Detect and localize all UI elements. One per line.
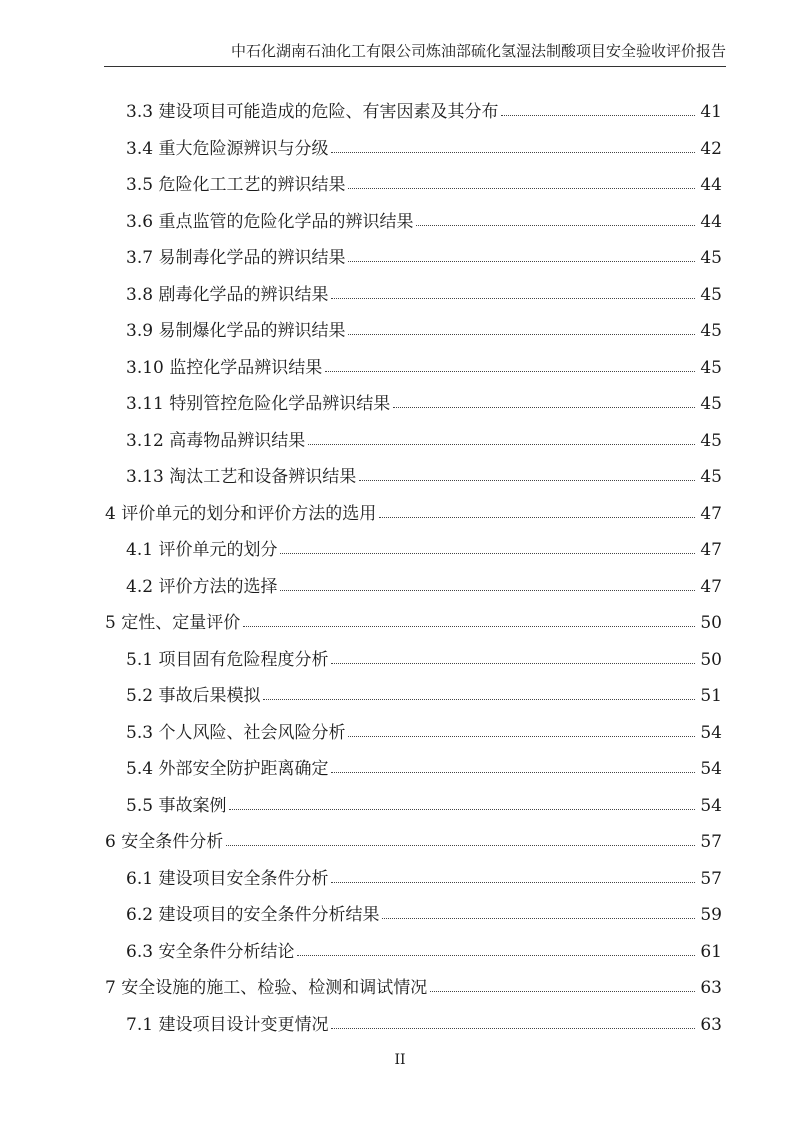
toc-entry-label: 3.5 危险化工工艺的辨识结果 (126, 175, 346, 195)
toc-entry[interactable] (126, 895, 722, 925)
toc-entry[interactable] (126, 202, 722, 232)
toc-entry[interactable] (126, 311, 722, 341)
toc-dot-leader (382, 917, 695, 919)
toc-dot-leader (359, 479, 695, 481)
toc-entry[interactable] (126, 275, 722, 305)
toc-entry-label: 3.9 易制爆化学品的辨识结果 (126, 321, 346, 341)
toc-entry-label: 5.1 项目固有危险程度分析 (126, 649, 329, 670)
toc-entry-label: 6 安全条件分析 (105, 832, 224, 852)
toc-entry-label: 7.1 建设项目设计变更情况 (126, 1014, 329, 1035)
toc-dot-leader (331, 297, 695, 299)
toc-dot-leader (331, 771, 695, 773)
toc-dot-leader (263, 698, 695, 700)
toc-entry-label: 5.3 个人风险、社会风险分析 (126, 722, 346, 743)
toc-entry[interactable] (126, 348, 722, 378)
toc-dot-leader (348, 187, 695, 189)
toc-entry-label: 3.10 监控化学品辨识结果 (126, 357, 323, 378)
toc-entry-page: 47 (700, 540, 722, 560)
toc-entry[interactable] (126, 92, 722, 122)
toc-entry-label: 6.1 建设项目安全条件分析 (126, 868, 329, 889)
toc-entry-page: 44 (700, 175, 722, 195)
toc-entry[interactable] (126, 676, 722, 706)
toc-dot-leader (348, 333, 695, 335)
toc-entry-label: 5.2 事故后果模拟 (126, 686, 261, 706)
toc-entry-label: 3.11 特别管控危险化学品辨识结果 (126, 394, 391, 414)
toc-entry-label: 3.13 淘汰工艺和设备辨识结果 (126, 467, 357, 487)
toc-dot-leader (331, 1027, 695, 1029)
toc-entry-page: 61 (700, 941, 722, 962)
toc-entry-label: 5 定性、定量评价 (105, 613, 241, 633)
toc-dot-leader (348, 260, 695, 262)
toc-entry[interactable] (126, 238, 722, 268)
page-footer (0, 1052, 800, 1068)
toc-entry-label: 5.4 外部安全防护距离确定 (126, 759, 329, 779)
toc-entry-page: 47 (700, 576, 722, 597)
toc-entry-page: 45 (700, 430, 722, 451)
toc-entry-label: 6.3 安全条件分析结论 (126, 941, 295, 962)
toc-dot-leader (348, 735, 695, 737)
toc-entry-label: 3.4 重大危险源辨识与分级 (126, 138, 329, 159)
toc-entry[interactable] (126, 1005, 722, 1035)
toc-entry-label: 4 评价单元的划分和评价方法的选用 (105, 503, 377, 524)
page-number: II (394, 1052, 406, 1068)
toc-entry-label: 5.5 事故案例 (126, 795, 227, 816)
toc-entry-label: 7 安全设施的施工、检验、检测和调试情况 (105, 978, 428, 998)
toc-entry[interactable] (126, 786, 722, 816)
toc-dot-leader (226, 844, 695, 846)
toc-entry[interactable] (126, 567, 722, 597)
toc-dot-leader (297, 954, 695, 956)
toc-entry-page: 59 (700, 905, 722, 925)
toc-entry-page: 41 (700, 102, 722, 122)
toc-entry-page: 54 (700, 722, 722, 743)
toc-entry-page: 42 (700, 138, 722, 159)
page-header (104, 40, 726, 67)
toc-entry-page: 63 (700, 1014, 722, 1035)
toc-entry-page: 54 (700, 795, 722, 816)
toc-dot-leader (393, 406, 695, 408)
toc-entry-page: 45 (700, 248, 722, 268)
toc-dot-leader (229, 808, 695, 810)
toc-entry-page: 57 (700, 868, 722, 889)
toc-entry[interactable] (126, 457, 722, 487)
toc-entry[interactable] (126, 640, 722, 670)
toc-entry-page: 47 (700, 503, 722, 524)
toc-entry-page: 45 (700, 467, 722, 487)
toc-dot-leader (325, 370, 695, 372)
toc-dot-leader (331, 151, 695, 153)
toc-entry-label: 4.1 评价单元的划分 (126, 540, 278, 560)
toc-entry[interactable] (126, 129, 722, 159)
toc-entry-label: 3.3 建设项目可能造成的危险、有害因素及其分布 (126, 102, 499, 122)
toc-dot-leader (280, 552, 695, 554)
toc-entry[interactable] (126, 932, 722, 962)
toc-entry[interactable] (105, 603, 722, 633)
toc-entry[interactable] (126, 530, 722, 560)
toc-entry-page: 45 (700, 394, 722, 414)
toc-entry[interactable] (126, 859, 722, 889)
toc-entry-label: 3.12 高毒物品辨识结果 (126, 430, 306, 451)
toc-entry-page: 57 (700, 832, 722, 852)
toc-dot-leader (430, 990, 695, 992)
toc-entry[interactable] (126, 421, 722, 451)
toc-dot-leader (501, 114, 695, 116)
header-title: 中石化湖南石油化工有限公司炼油部硫化氢湿法制酸项目安全验收评价报告 (230, 42, 726, 60)
toc-entry-page: 54 (700, 759, 722, 779)
toc-entry[interactable] (105, 968, 722, 998)
toc-entry[interactable] (126, 713, 722, 743)
toc-entry-label: 3.7 易制毒化学品的辨识结果 (126, 248, 346, 268)
toc-entry[interactable] (126, 749, 722, 779)
toc-entry-label: 4.2 评价方法的选择 (126, 576, 278, 597)
toc-entry-page: 45 (700, 321, 722, 341)
toc-entry[interactable] (105, 494, 722, 524)
toc-entry[interactable] (126, 165, 722, 195)
toc-entry-label: 3.8 剧毒化学品的辨识结果 (126, 284, 329, 305)
toc-dot-leader (416, 224, 695, 226)
toc-dot-leader (243, 625, 695, 627)
toc-entry[interactable] (126, 384, 722, 414)
toc-dot-leader (280, 589, 695, 591)
toc-entry[interactable] (105, 822, 722, 852)
toc-entry-page: 44 (700, 211, 722, 232)
toc-entry-label: 3.6 重点监管的危险化学品的辨识结果 (126, 211, 414, 232)
toc-dot-leader (308, 443, 695, 445)
toc-dot-leader (379, 516, 695, 518)
toc-entry-page: 63 (700, 978, 722, 998)
toc-dot-leader (331, 881, 695, 883)
toc-entry-page: 45 (700, 284, 722, 305)
toc-entry-page: 50 (700, 649, 722, 670)
toc-entry-page: 45 (700, 357, 722, 378)
toc-entry-page: 50 (700, 613, 722, 633)
toc-dot-leader (331, 662, 695, 664)
toc-entry-label: 6.2 建设项目的安全条件分析结果 (126, 905, 380, 925)
toc-entry-page: 51 (700, 686, 722, 706)
